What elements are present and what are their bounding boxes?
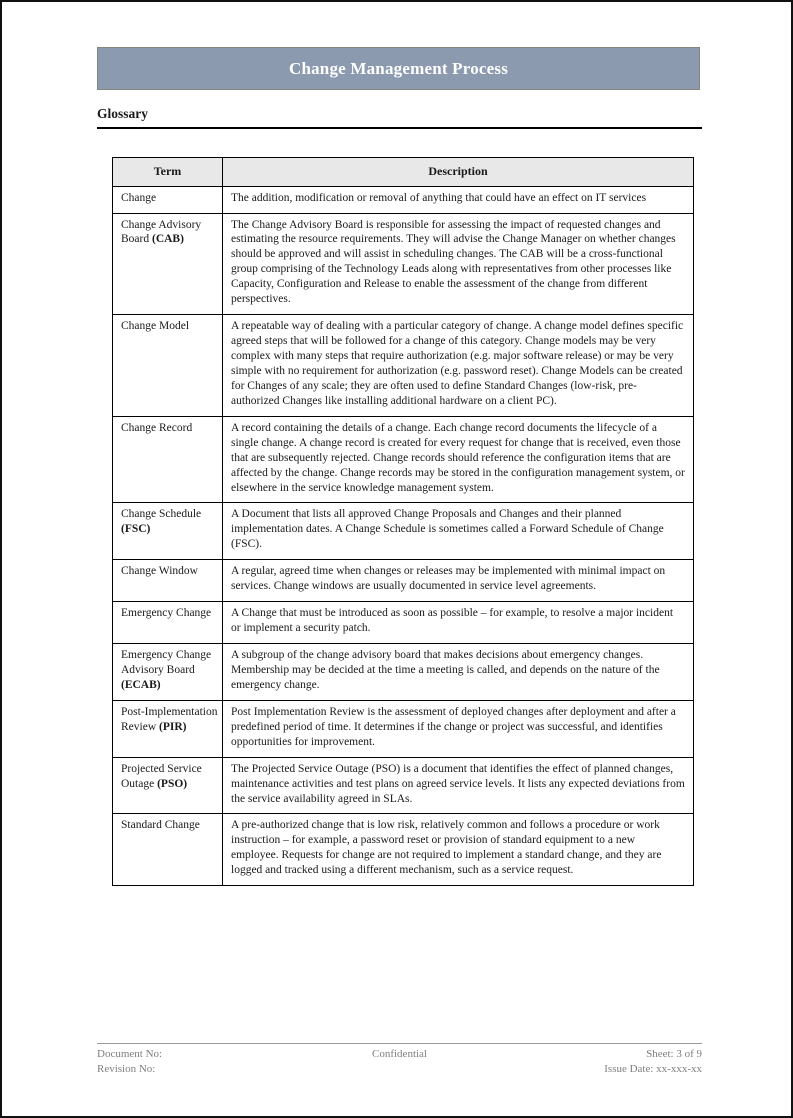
term-description: A subgroup of the change advisory board that makes decisions about emergency changes. Membership may be decided at the time a meeting is called, and depends on the nature of the emergency change. bbox=[223, 644, 694, 701]
table-row bbox=[113, 560, 694, 602]
revision-no-label: Revision No: bbox=[97, 1062, 156, 1075]
term-cell bbox=[113, 503, 223, 560]
issue-date: Issue Date: xx-xxx-xx bbox=[604, 1062, 703, 1075]
table-row bbox=[113, 315, 694, 417]
footer-left bbox=[97, 1047, 299, 1077]
glossary-table-grid bbox=[112, 157, 694, 886]
term-description: A Document that lists all approved Change Proposals and Changes and their planned implementation dates. A Change Schedule is sometimes called a Forward Schedule of Change (FSC). bbox=[223, 503, 694, 560]
title-bar bbox=[97, 47, 700, 90]
column-header-description: Description bbox=[223, 158, 694, 187]
term-cell bbox=[113, 814, 223, 886]
term-text: Projected Service Outage bbox=[121, 762, 202, 790]
term-cell bbox=[113, 757, 223, 814]
term-text: Standard Change bbox=[121, 819, 200, 832]
term-description: A regular, agreed time when changes or releases may be implemented with minimal impact on services. Change windows are usually documented in service level agreements. bbox=[223, 560, 694, 602]
term-description: A record containing the details of a change. Each change record documents the lifecycle of a single change. A change record is created for every request for change that is received, even those that are subsequently rejected. Change records should reference the configuration items that are affected by the change. Change records may be stored in the configuration management system, or elsewhere in the service knowledge management system. bbox=[223, 416, 694, 503]
term-cell bbox=[113, 213, 223, 315]
term-text: Change Window bbox=[121, 565, 198, 578]
term-description: The Projected Service Outage (PSO) is a document that identifies the effect of planned changes, maintenance activities and test plans on agreed service levels. It lists any expected deviations from the service availability agreed in SLAs. bbox=[223, 757, 694, 814]
table-row bbox=[113, 757, 694, 814]
term-text: Change Schedule bbox=[121, 508, 202, 521]
term-cell bbox=[113, 602, 223, 644]
term-text: Change Model bbox=[121, 320, 190, 333]
term-cell bbox=[113, 186, 223, 213]
table-row bbox=[113, 644, 694, 701]
term-text: Change Advisory Board bbox=[121, 218, 202, 246]
footer-center bbox=[299, 1047, 501, 1077]
term-cell bbox=[113, 416, 223, 503]
term-cell bbox=[113, 315, 223, 417]
document-no-label: Document No: bbox=[97, 1048, 163, 1060]
page-title: Change Management Process bbox=[288, 58, 509, 78]
table-row bbox=[113, 814, 694, 886]
column-header-term: Term bbox=[113, 158, 223, 187]
table-row bbox=[113, 602, 694, 644]
term-cell bbox=[113, 644, 223, 701]
footer-right bbox=[500, 1047, 702, 1077]
page-footer bbox=[97, 1043, 702, 1077]
term-cell bbox=[113, 560, 223, 602]
term-text: Emergency Change bbox=[121, 607, 212, 620]
term-cell bbox=[113, 700, 223, 757]
table-row bbox=[113, 416, 694, 503]
term-acronym: (PSO) bbox=[157, 777, 188, 790]
term-text: Emergency Change Advisory Board bbox=[121, 649, 212, 676]
table-body bbox=[113, 186, 694, 886]
table-header-row bbox=[113, 158, 694, 187]
table-row bbox=[113, 186, 694, 213]
term-description: A Change that must be introduced as soon as possible – for example, to resolve a major incident or implement a security patch. bbox=[223, 602, 694, 644]
table-row bbox=[113, 700, 694, 757]
term-description: The Change Advisory Board is responsible for assessing the impact of requested changes and estimating the resource requirements. They will advise the Change Manager on whether changes should be approved and will assist in scheduling changes. The CAB will be a cross-functional group comprising of the Technology Leads along with representatives from other processes like Capacity, Configuration and Release to enable the assessment of the change from different perspectives. bbox=[223, 213, 694, 315]
table-row bbox=[113, 503, 694, 560]
sheet-number: Sheet: 3 of 9 bbox=[646, 1048, 703, 1060]
term-description: The addition, modification or removal of anything that could have an effect on IT services bbox=[223, 186, 694, 213]
glossary-table bbox=[112, 157, 694, 886]
term-acronym: (PIR) bbox=[159, 720, 187, 733]
confidential-label: Confidential bbox=[372, 1048, 427, 1060]
term-acronym: (ECAB) bbox=[121, 678, 161, 691]
term-description: Post Implementation Review is the assessment of deployed changes after deployment and after a predefined period of time. It determines if the change or project was successful, and identifies opportunities for improvement. bbox=[223, 700, 694, 757]
term-description: A pre-authorized change that is low risk, relatively common and follows a procedure or work instruction – for example, a password reset or provision of standard equipment to a new employee. Requests for change are not required to implement a standard change, and they are logged and tracked using a different mechanism, such as a service request. bbox=[223, 814, 694, 886]
term-text: Change bbox=[121, 191, 157, 204]
term-text: Change Record bbox=[121, 421, 193, 434]
term-description: A repeatable way of dealing with a particular category of change. A change model defines specific agreed steps that will be followed for a change of this category. Change models may be very complex with many steps that require authorization (e.g. major software release) or may be very simple with no requirement for authorization (e.g. password reset). Change Models can be created for Changes of any scale; they are often used to define Standard Changes (low-risk, pre-authorized Changes like installing additional hardware on a client PC). bbox=[223, 315, 694, 417]
term-acronym: (CAB) bbox=[151, 233, 184, 246]
term-text: Post-Implementation Review bbox=[121, 705, 218, 733]
section-heading-glossary: Glossary bbox=[97, 106, 702, 129]
term-acronym: (FSC) bbox=[121, 523, 151, 536]
table-row bbox=[113, 213, 694, 315]
